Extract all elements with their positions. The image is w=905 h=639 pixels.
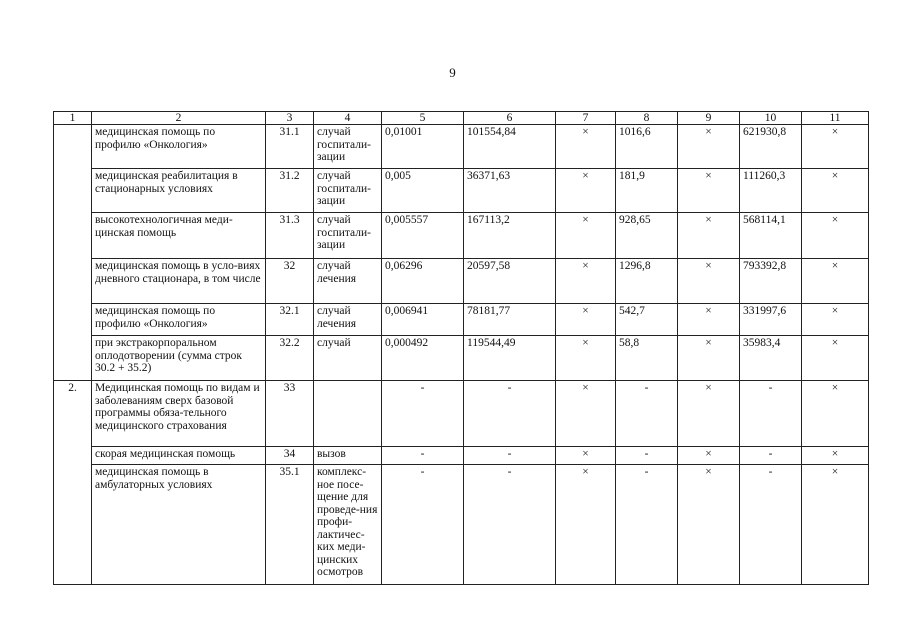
line-number-cell: 31.2	[266, 169, 314, 213]
cross-cell: ×	[678, 213, 740, 259]
table-row	[54, 381, 869, 447]
header-cell: 5	[382, 112, 464, 125]
value-cell: 542,7	[616, 304, 678, 336]
header-cell: 2	[92, 112, 266, 125]
cross-cell: ×	[802, 213, 869, 259]
value-cell: 0,006941	[382, 304, 464, 336]
line-number-cell: 31.3	[266, 213, 314, 259]
cross-cell: ×	[556, 259, 616, 304]
cross-cell: ×	[802, 336, 869, 381]
cross-cell: ×	[802, 381, 869, 447]
header-row	[54, 112, 869, 125]
value-cell: 58,8	[616, 336, 678, 381]
cross-cell: ×	[678, 447, 740, 465]
section-number-cell	[54, 259, 92, 304]
section-number-cell	[54, 336, 92, 381]
cross-cell: ×	[556, 213, 616, 259]
value-cell: 0,005	[382, 169, 464, 213]
cross-cell: ×	[678, 169, 740, 213]
unit-cell: вызов	[314, 447, 382, 465]
value-cell: 621930,8	[740, 125, 802, 169]
cross-cell: ×	[802, 125, 869, 169]
cross-cell: ×	[802, 465, 869, 585]
header-cell: 3	[266, 112, 314, 125]
cross-cell: ×	[556, 336, 616, 381]
value-cell: 35983,4	[740, 336, 802, 381]
section-number-cell: 2.	[54, 381, 92, 447]
unit-cell: случай госпитали-зации	[314, 125, 382, 169]
header-cell: 9	[678, 112, 740, 125]
table-row	[54, 465, 869, 585]
value-cell: -	[464, 447, 556, 465]
header-cell: 4	[314, 112, 382, 125]
name-cell: медицинская помощь по профилю «Онкология»	[92, 125, 266, 169]
value-cell: -	[464, 381, 556, 447]
value-cell: 793392,8	[740, 259, 802, 304]
unit-cell: комплекс-ное посе-щение для проведе-ния профи-лактичес-ких меди-цинских осмотров	[314, 465, 382, 585]
value-cell: 0,005557	[382, 213, 464, 259]
unit-cell: случай госпитали-зации	[314, 213, 382, 259]
cross-cell: ×	[556, 381, 616, 447]
name-cell: Медицинская помощь по видам и заболеваниям сверх базовой программы обяза-тельного медицинского страхования	[92, 381, 266, 447]
value-cell: -	[740, 447, 802, 465]
header-cell: 6	[464, 112, 556, 125]
section-number-cell	[54, 304, 92, 336]
name-cell: медицинская помощь в усло-виях дневного стационара, в том числе	[92, 259, 266, 304]
header-cell: 10	[740, 112, 802, 125]
header-cell: 7	[556, 112, 616, 125]
unit-cell: случай госпитали-зации	[314, 169, 382, 213]
value-cell: 568114,1	[740, 213, 802, 259]
section-number-cell	[54, 169, 92, 213]
table-row	[54, 304, 869, 336]
value-cell: 0,06296	[382, 259, 464, 304]
name-cell: медицинская помощь по профилю «Онкология»	[92, 304, 266, 336]
line-number-cell: 35.1	[266, 465, 314, 585]
value-cell: -	[616, 465, 678, 585]
value-cell: 0,000492	[382, 336, 464, 381]
unit-cell	[314, 381, 382, 447]
cross-cell: ×	[802, 304, 869, 336]
value-cell: -	[382, 447, 464, 465]
cross-cell: ×	[678, 304, 740, 336]
value-cell: 111260,3	[740, 169, 802, 213]
value-cell: 167113,2	[464, 213, 556, 259]
value-cell: -	[616, 381, 678, 447]
table-row	[54, 447, 869, 465]
cross-cell: ×	[556, 447, 616, 465]
unit-cell: случай	[314, 336, 382, 381]
value-cell: 78181,77	[464, 304, 556, 336]
cross-cell: ×	[678, 125, 740, 169]
page-number: 9	[449, 65, 456, 80]
cross-cell: ×	[802, 169, 869, 213]
value-cell: -	[740, 381, 802, 447]
value-cell: 36371,63	[464, 169, 556, 213]
value-cell: 101554,84	[464, 125, 556, 169]
value-cell: 928,65	[616, 213, 678, 259]
line-number-cell: 32	[266, 259, 314, 304]
cross-cell: ×	[678, 381, 740, 447]
value-cell: -	[616, 447, 678, 465]
data-table	[53, 111, 869, 585]
section-number-cell	[54, 465, 92, 585]
cross-cell: ×	[556, 169, 616, 213]
value-cell: 331997,6	[740, 304, 802, 336]
line-number-cell: 31.1	[266, 125, 314, 169]
unit-cell: случай лечения	[314, 304, 382, 336]
table-row	[54, 336, 869, 381]
cross-cell: ×	[556, 304, 616, 336]
table-row	[54, 125, 869, 169]
value-cell: -	[382, 465, 464, 585]
header-cell: 8	[616, 112, 678, 125]
table-row	[54, 213, 869, 259]
table-row	[54, 259, 869, 304]
line-number-cell: 32.1	[266, 304, 314, 336]
name-cell: медицинская реабилитация в стационарных условиях	[92, 169, 266, 213]
value-cell: 0,01001	[382, 125, 464, 169]
section-number-cell	[54, 213, 92, 259]
cross-cell: ×	[678, 259, 740, 304]
value-cell: 1296,8	[616, 259, 678, 304]
value-cell: -	[740, 465, 802, 585]
name-cell: высокотехнологичная меди-цинская помощь	[92, 213, 266, 259]
name-cell: скорая медицинская помощь	[92, 447, 266, 465]
cross-cell: ×	[556, 125, 616, 169]
cross-cell: ×	[802, 259, 869, 304]
value-cell: 20597,58	[464, 259, 556, 304]
line-number-cell: 32.2	[266, 336, 314, 381]
header-cell: 11	[802, 112, 869, 125]
cross-cell: ×	[556, 465, 616, 585]
section-number-cell	[54, 125, 92, 169]
cross-cell: ×	[678, 465, 740, 585]
value-cell: 1016,6	[616, 125, 678, 169]
value-cell: 119544,49	[464, 336, 556, 381]
cross-cell: ×	[802, 447, 869, 465]
section-number-cell	[54, 447, 92, 465]
name-cell: при экстракорпоральном оплодотворении (сумма строк 30.2 + 35.2)	[92, 336, 266, 381]
value-cell: -	[382, 381, 464, 447]
unit-cell: случай лечения	[314, 259, 382, 304]
header-cell: 1	[54, 112, 92, 125]
cross-cell: ×	[678, 336, 740, 381]
line-number-cell: 34	[266, 447, 314, 465]
name-cell: медицинская помощь в амбулаторных условиях	[92, 465, 266, 585]
value-cell: -	[464, 465, 556, 585]
table-row	[54, 169, 869, 213]
line-number-cell: 33	[266, 381, 314, 447]
value-cell: 181,9	[616, 169, 678, 213]
